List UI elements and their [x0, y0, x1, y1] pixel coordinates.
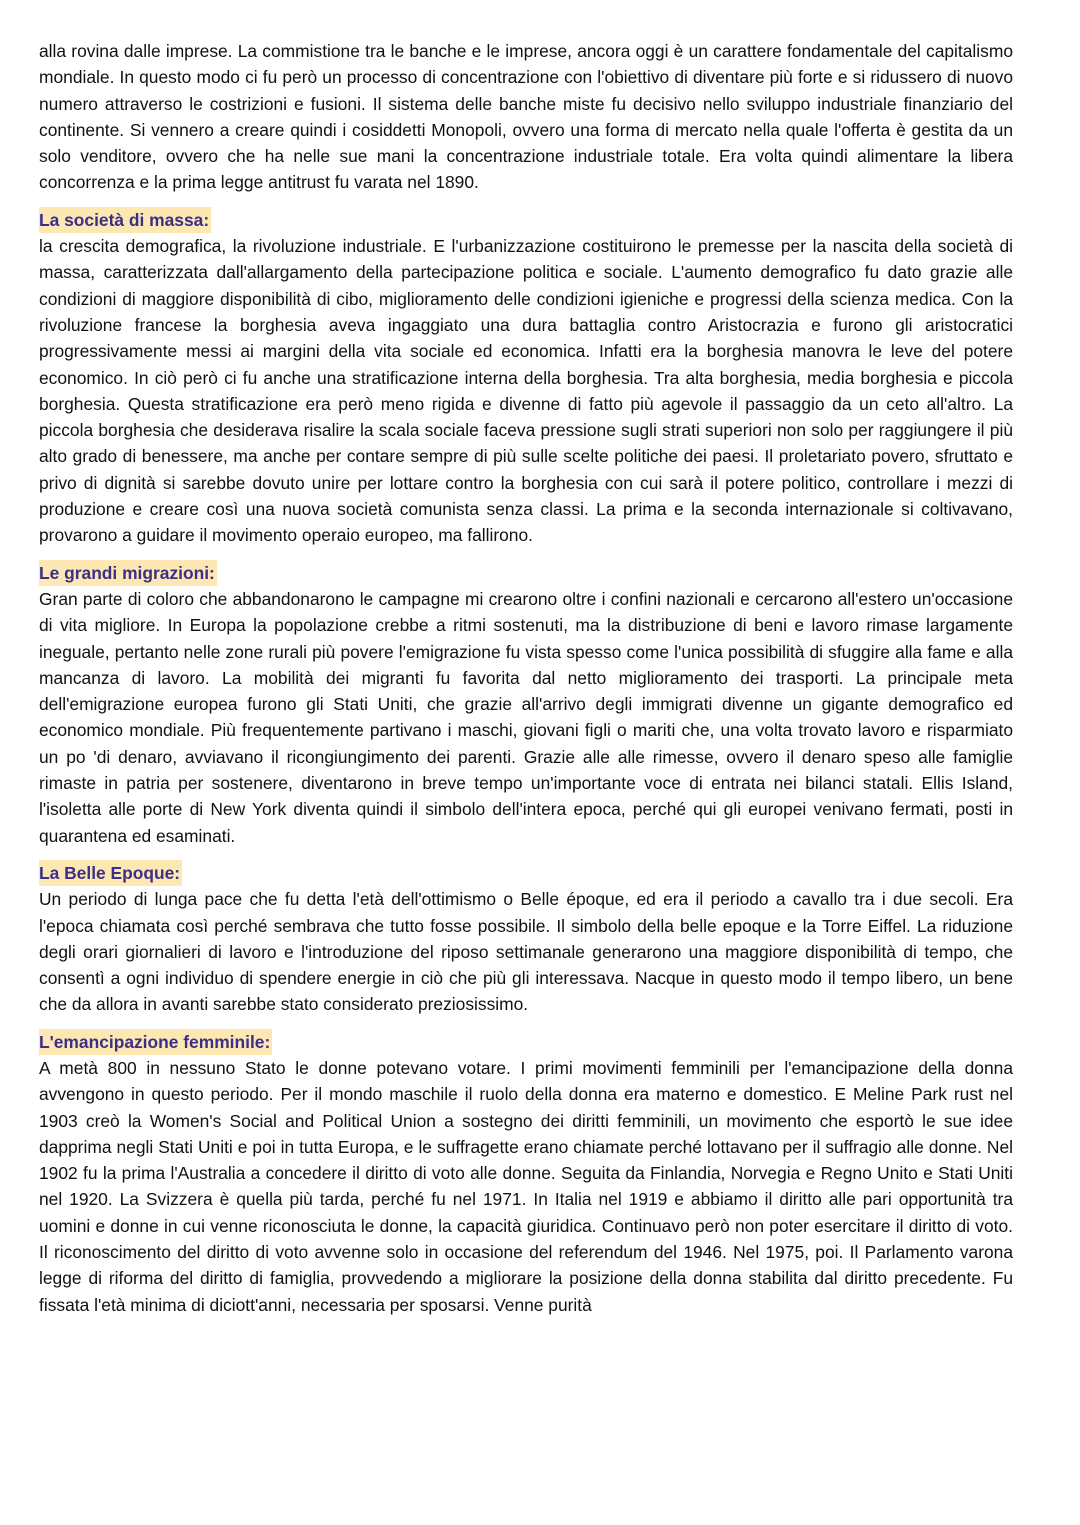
document-page [39, 38, 1013, 1318]
section-paragraph: Un periodo di lunga pace che fu detta l'età dell'ottimismo o Belle époque, ed era il periodo a cavallo tra i due secoli. Era l'epoca chiamata così perché sembrava che tutto fosse possibile. Il simbolo della belle epoque e la Torre Eiffel. La riduzione degli orari giornalieri di lavoro e l'introduzione del riposo settimanale generarono una maggiore disponibilità di tempo, che consentì a ogni individuo di spendere energie in ciò che più gli interessava. Nacque in questo modo il tempo libero, un bene che da allora in avanti sarebbe stato considerato preziosissimo. [39, 889, 1013, 1015]
intro-paragraph: alla rovina dalle imprese. La commistione tra le banche e le imprese, ancora oggi è un carattere fondamentale del capitalismo mondiale. In questo modo ci fu però un processo di concentrazione con l'obiettivo di diventare più forte e si ridussero di nuovo numero attraverso le costrizioni e fusioni. Il sistema delle banche miste fu decisivo nello sviluppo industriale finanziario del continente. Si vennero a creare quindi i cosiddetti Monopoli, ovvero una forma di mercato nella quale l'offerta è gestita da un solo venditore, ovvero che ha nelle sue mani la concentrazione industriale totale. Era volta quindi alimentare la libera concorrenza e la prima legge antitrust fu varata nel 1890. [39, 41, 1013, 193]
section-heading: La società di massa: [39, 207, 211, 233]
section-emancipazione-femminile [39, 1029, 1013, 1318]
section-belle-epoque [39, 860, 1013, 1018]
section-paragraph: la crescita demografica, la rivoluzione industriale. E l'urbanizzazione costituirono le premesse per la nascita della società di massa, caratterizzata dall'allargamento della partecipazione politica e sociale. L'aumento demografico fu dato grazie alle condizioni di maggiore disponibilità di cibo, miglioramento delle condizioni igieniche e progressi della scienza medica. Con la rivoluzione francese la borghesia aveva ingaggiato una dura battaglia contro Aristocrazia e furono gli aristocratici progressivamente messi ai margini della vita sociale ed economica. Infatti era la borghesia manovra le leve del potere economico. In ciò però ci fu anche una stratificazione interna della borghesia. Tra alta borghesia, media borghesia e piccola borghesia. Questa stratificazione era però meno rigida e divenne di fatto più agevole il passaggio da un ceto all'altro. La piccola borghesia che desiderava risalire la scala sociale faceva pressione sugli strati superiori non solo per raggiungere il più alto grado di benessere, ma anche per contare sempre di più sulle scelte politiche dei paesi. Il proletariato povero, sfruttato e privo di dignità si sarebbe dovuto unire per lottare contro la borghesia con cui sarà il potere politico, controllare i mezzi di produzione e creare così una nuova società comunista senza classi. La prima e la seconda internazionale si coltivavano, provarono a guidare il movimento operaio europeo, ma fallirono. [39, 236, 1013, 546]
section-heading: Le grandi migrazioni: [39, 560, 217, 586]
section-paragraph: Gran parte di coloro che abbandonarono le campagne mi crearono oltre i confini nazionali e cercarono all'estero un'occasione di vita migliore. In Europa la popolazione crebbe a ritmi sostenuti, ma la distribuzione di beni e lavoro rimase largamente ineguale, pertanto nelle zone rurali più povere l'emigrazione fu vista spesso come l'unica possibilità di sfuggire alla fame e alla mancanza di lavoro. La mobilità dei migranti fu favorita dal netto miglioramento dei trasporti. La principale meta dell'emigrazione europea furono gli Stati Uniti, che grazie all'arrivo degli immigrati divenne un gigante demografico ed economico mondiale. Più frequentemente partivano i maschi, giovani figli o mariti che, una volta trovato lavoro e risparmiato un po 'di denaro, avviavano il ricongiungimento dei parenti. Grazie alle alle rimesse, ovvero il denaro speso alle famiglie rimaste in patria per sostenere, diventarono in breve tempo un'importante voce di entrata nei bilanci statali. Ellis Island, l'isoletta alle porte di New York diventa quindi il simbolo dell'intera epoca, perché qui gli europei venivano fermati, posti in quarantena ed esaminati. [39, 588, 1013, 846]
section-grandi-migrazioni [39, 560, 1013, 849]
section-paragraph: A metà 800 in nessuno Stato le donne potevano votare. I primi movimenti femminili per l'emancipazione della donna avvengono in questo periodo. Per il mondo maschile il ruolo della donna era materno e domestico. E Meline Park rust nel 1903 creò la Women's Social and Political Union a sostegno dei diritti femminili, un movimento che esportò le sue idee dapprima negli Stati Uniti e poi in tutta Europa, e le suffragette erano chiamate perché lottavano per il suffragio alle donne. Nel 1902 fu la prima l'Australia a concedere il diritto di voto alle donne. Seguita da Finlandia, Norvegia e Regno Unito e Stati Uniti nel 1920. La Svizzera è quella più tarda, perché fu nel 1971. In Italia nel 1919 e abbiamo il diritto alle pari opportunità tra uomini e donne in cui venne riconosciuta le donne, la capacità giuridica. Continuavo però non poter esercitare il diritto di voto. Il riconoscimento del diritto di voto avvenne solo in occasione del referendum del 1946. Nel 1975, poi. Il Parlamento varona legge di riforma del diritto di famiglia, provvedendo a migliorare la posizione della donna stabilita dal diritto precedente. Fu fissata l'età minima di diciott'anni, necessaria per sposarsi. Venne purità [39, 1057, 1013, 1315]
section-heading: L'emancipazione femminile: [39, 1029, 272, 1055]
section-heading: La Belle Epoque: [39, 860, 182, 886]
section-societa-di-massa [39, 207, 1013, 549]
